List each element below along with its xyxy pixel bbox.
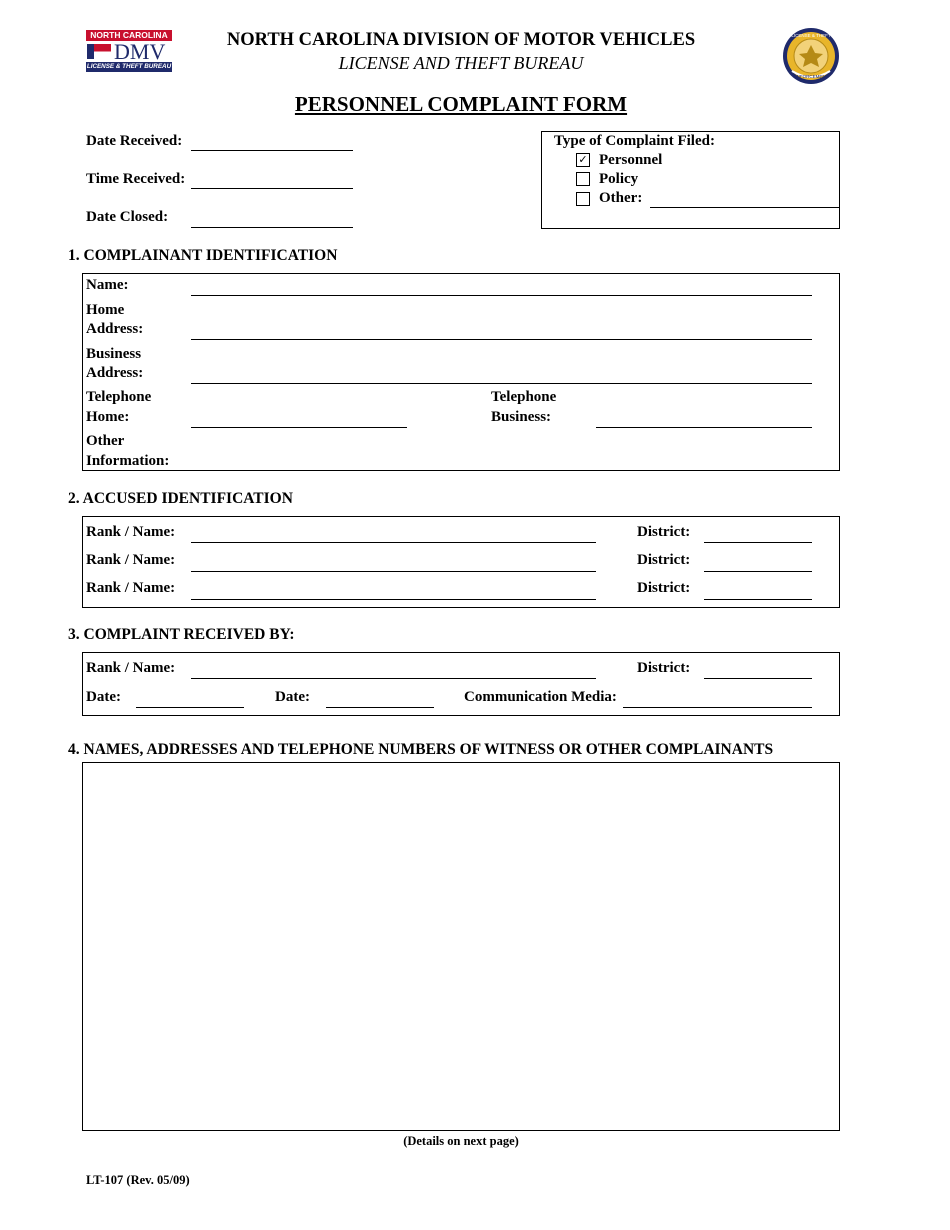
other-info-label-1: Other — [86, 433, 125, 449]
personnel-label: Personnel — [599, 152, 663, 168]
received-date-field-2[interactable] — [326, 707, 434, 708]
accused-district-field-2[interactable] — [704, 571, 812, 572]
other-checkbox[interactable] — [576, 192, 590, 206]
personnel-checkbox[interactable] — [576, 153, 590, 167]
telephone-home-field[interactable] — [191, 427, 407, 428]
logo-top-banner: NORTH CAROLINA — [86, 30, 172, 41]
business-address-label-2: Address: — [86, 365, 144, 381]
time-received-label: Time Received: — [86, 171, 186, 187]
telephone-business-label-2: Business: — [491, 409, 552, 425]
accused-rank-label-2: Rank / Name: — [86, 552, 176, 568]
date-closed-label: Date Closed: — [86, 209, 169, 225]
accused-district-label-3: District: — [637, 580, 691, 596]
received-rank-label: Rank / Name: — [86, 660, 176, 676]
accused-rank-field-1[interactable] — [191, 542, 596, 543]
accused-rank-label-1: Rank / Name: — [86, 524, 176, 540]
logo-main: DMV — [114, 39, 166, 64]
agency-name: NORTH CAROLINA DIVISION OF MOTOR VEHICLES — [226, 30, 696, 50]
business-address-field[interactable] — [191, 383, 812, 384]
section2-heading: 2. ACCUSED IDENTIFICATION — [68, 490, 293, 507]
telephone-business-label-1: Telephone — [491, 389, 557, 405]
other-info-label-2: Information: — [86, 453, 170, 469]
telephone-home-label-2: Home: — [86, 409, 130, 425]
accused-rank-label-3: Rank / Name: — [86, 580, 176, 596]
accused-district-field-3[interactable] — [704, 599, 812, 600]
received-district-field[interactable] — [704, 678, 812, 679]
accused-district-label-2: District: — [637, 552, 691, 568]
accused-rank-field-2[interactable] — [191, 571, 596, 572]
details-note: (Details on next page) — [403, 1134, 519, 1148]
complaint-type-title: Type of Complaint Filed: — [554, 133, 715, 149]
witnesses-textarea[interactable] — [82, 762, 840, 1131]
name-field[interactable] — [191, 295, 812, 296]
date-received-field[interactable] — [191, 150, 353, 151]
accused-box — [82, 516, 840, 608]
section4-heading: 4. NAMES, ADDRESSES AND TELEPHONE NUMBERS OF WITNESS OR OTHER COMPLAINANTS — [68, 741, 774, 758]
form-title: PERSONNEL COMPLAINT FORM — [294, 92, 628, 116]
bureau-seal — [782, 27, 840, 85]
time-received-field[interactable] — [191, 188, 353, 189]
home-address-label-1: Home — [86, 302, 125, 318]
section3-heading: 3. COMPLAINT RECEIVED BY: — [68, 626, 295, 643]
received-date-field-1[interactable] — [136, 707, 244, 708]
received-district-label: District: — [637, 660, 691, 676]
bureau-name: LICENSE AND THEFT BUREAU — [338, 53, 584, 73]
name-label: Name: — [86, 277, 129, 293]
accused-rank-field-3[interactable] — [191, 599, 596, 600]
other-type-field[interactable] — [650, 207, 839, 208]
policy-checkbox[interactable] — [576, 172, 590, 186]
date-closed-field[interactable] — [191, 227, 353, 228]
policy-label: Policy — [599, 171, 639, 187]
business-address-label-1: Business — [86, 346, 142, 362]
complainant-box — [82, 273, 840, 471]
received-date-label-2: Date: — [275, 689, 310, 705]
other-label: Other: — [599, 190, 643, 206]
seal-text-top: LICENSE & THEFT — [791, 33, 831, 38]
section1-heading: 1. COMPLAINANT IDENTIFICATION — [68, 247, 338, 264]
telephone-home-label-1: Telephone — [86, 389, 152, 405]
received-rank-field[interactable] — [191, 678, 596, 679]
accused-district-field-1[interactable] — [704, 542, 812, 543]
check-icon: ✓ — [578, 154, 588, 166]
communication-media-field[interactable] — [623, 707, 812, 708]
seal-text-bottom: ENFORCEMENT — [793, 74, 829, 79]
logo-bottom-banner: LICENSE & THEFT BUREAU — [86, 63, 172, 70]
home-address-field[interactable] — [191, 339, 812, 340]
accused-district-label-1: District: — [637, 524, 691, 540]
form-number: LT-107 (Rev. 05/09) — [86, 1173, 190, 1187]
received-date-label-1: Date: — [86, 689, 121, 705]
date-received-label: Date Received: — [86, 133, 183, 149]
home-address-label-2: Address: — [86, 321, 144, 337]
telephone-business-field[interactable] — [596, 427, 812, 428]
communication-media-label: Communication Media: — [464, 689, 617, 705]
